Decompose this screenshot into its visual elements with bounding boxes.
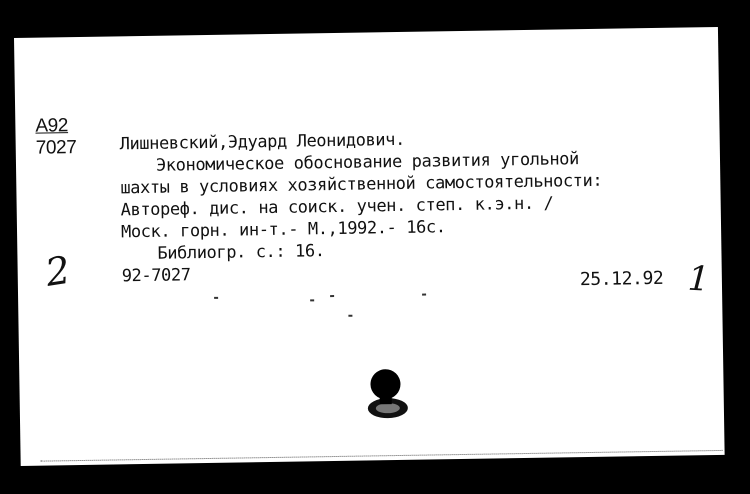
- catalog-card: [14, 27, 725, 466]
- date-stamp: 25.12.92: [579, 267, 664, 291]
- author-heading: Лишневский,Эдуард Леонидович.: [119, 129, 406, 155]
- scan-speck: [330, 295, 334, 297]
- scan-speck: [310, 299, 314, 301]
- handwritten-mark-left: 2: [42, 247, 74, 295]
- title-line-2: шахты в условиях хозяйственной самостоятельности:: [120, 170, 603, 199]
- card-bottom-edge: [41, 450, 723, 462]
- scan-speck: [348, 315, 352, 317]
- scan-speck: [422, 294, 426, 296]
- scan-speck: [214, 297, 218, 299]
- imprint: Моск. горн. ин-т.- М.,1992.- 16с.: [120, 217, 446, 243]
- punch-hole-icon: [363, 362, 412, 423]
- inventory-number: 7027: [35, 137, 77, 159]
- shelfmark: А92: [35, 115, 69, 137]
- title-line-1: Экономическое обоснование развития угольной: [155, 149, 580, 176]
- bibliography-note: Библиогр. с.: 16.: [157, 241, 325, 264]
- handwritten-mark-right: 1: [686, 258, 711, 300]
- accession-number: 92-7027: [121, 265, 191, 287]
- title-line-3: Автореф. дис. на соиск. учен. степ. к.э.н. /: [120, 193, 554, 221]
